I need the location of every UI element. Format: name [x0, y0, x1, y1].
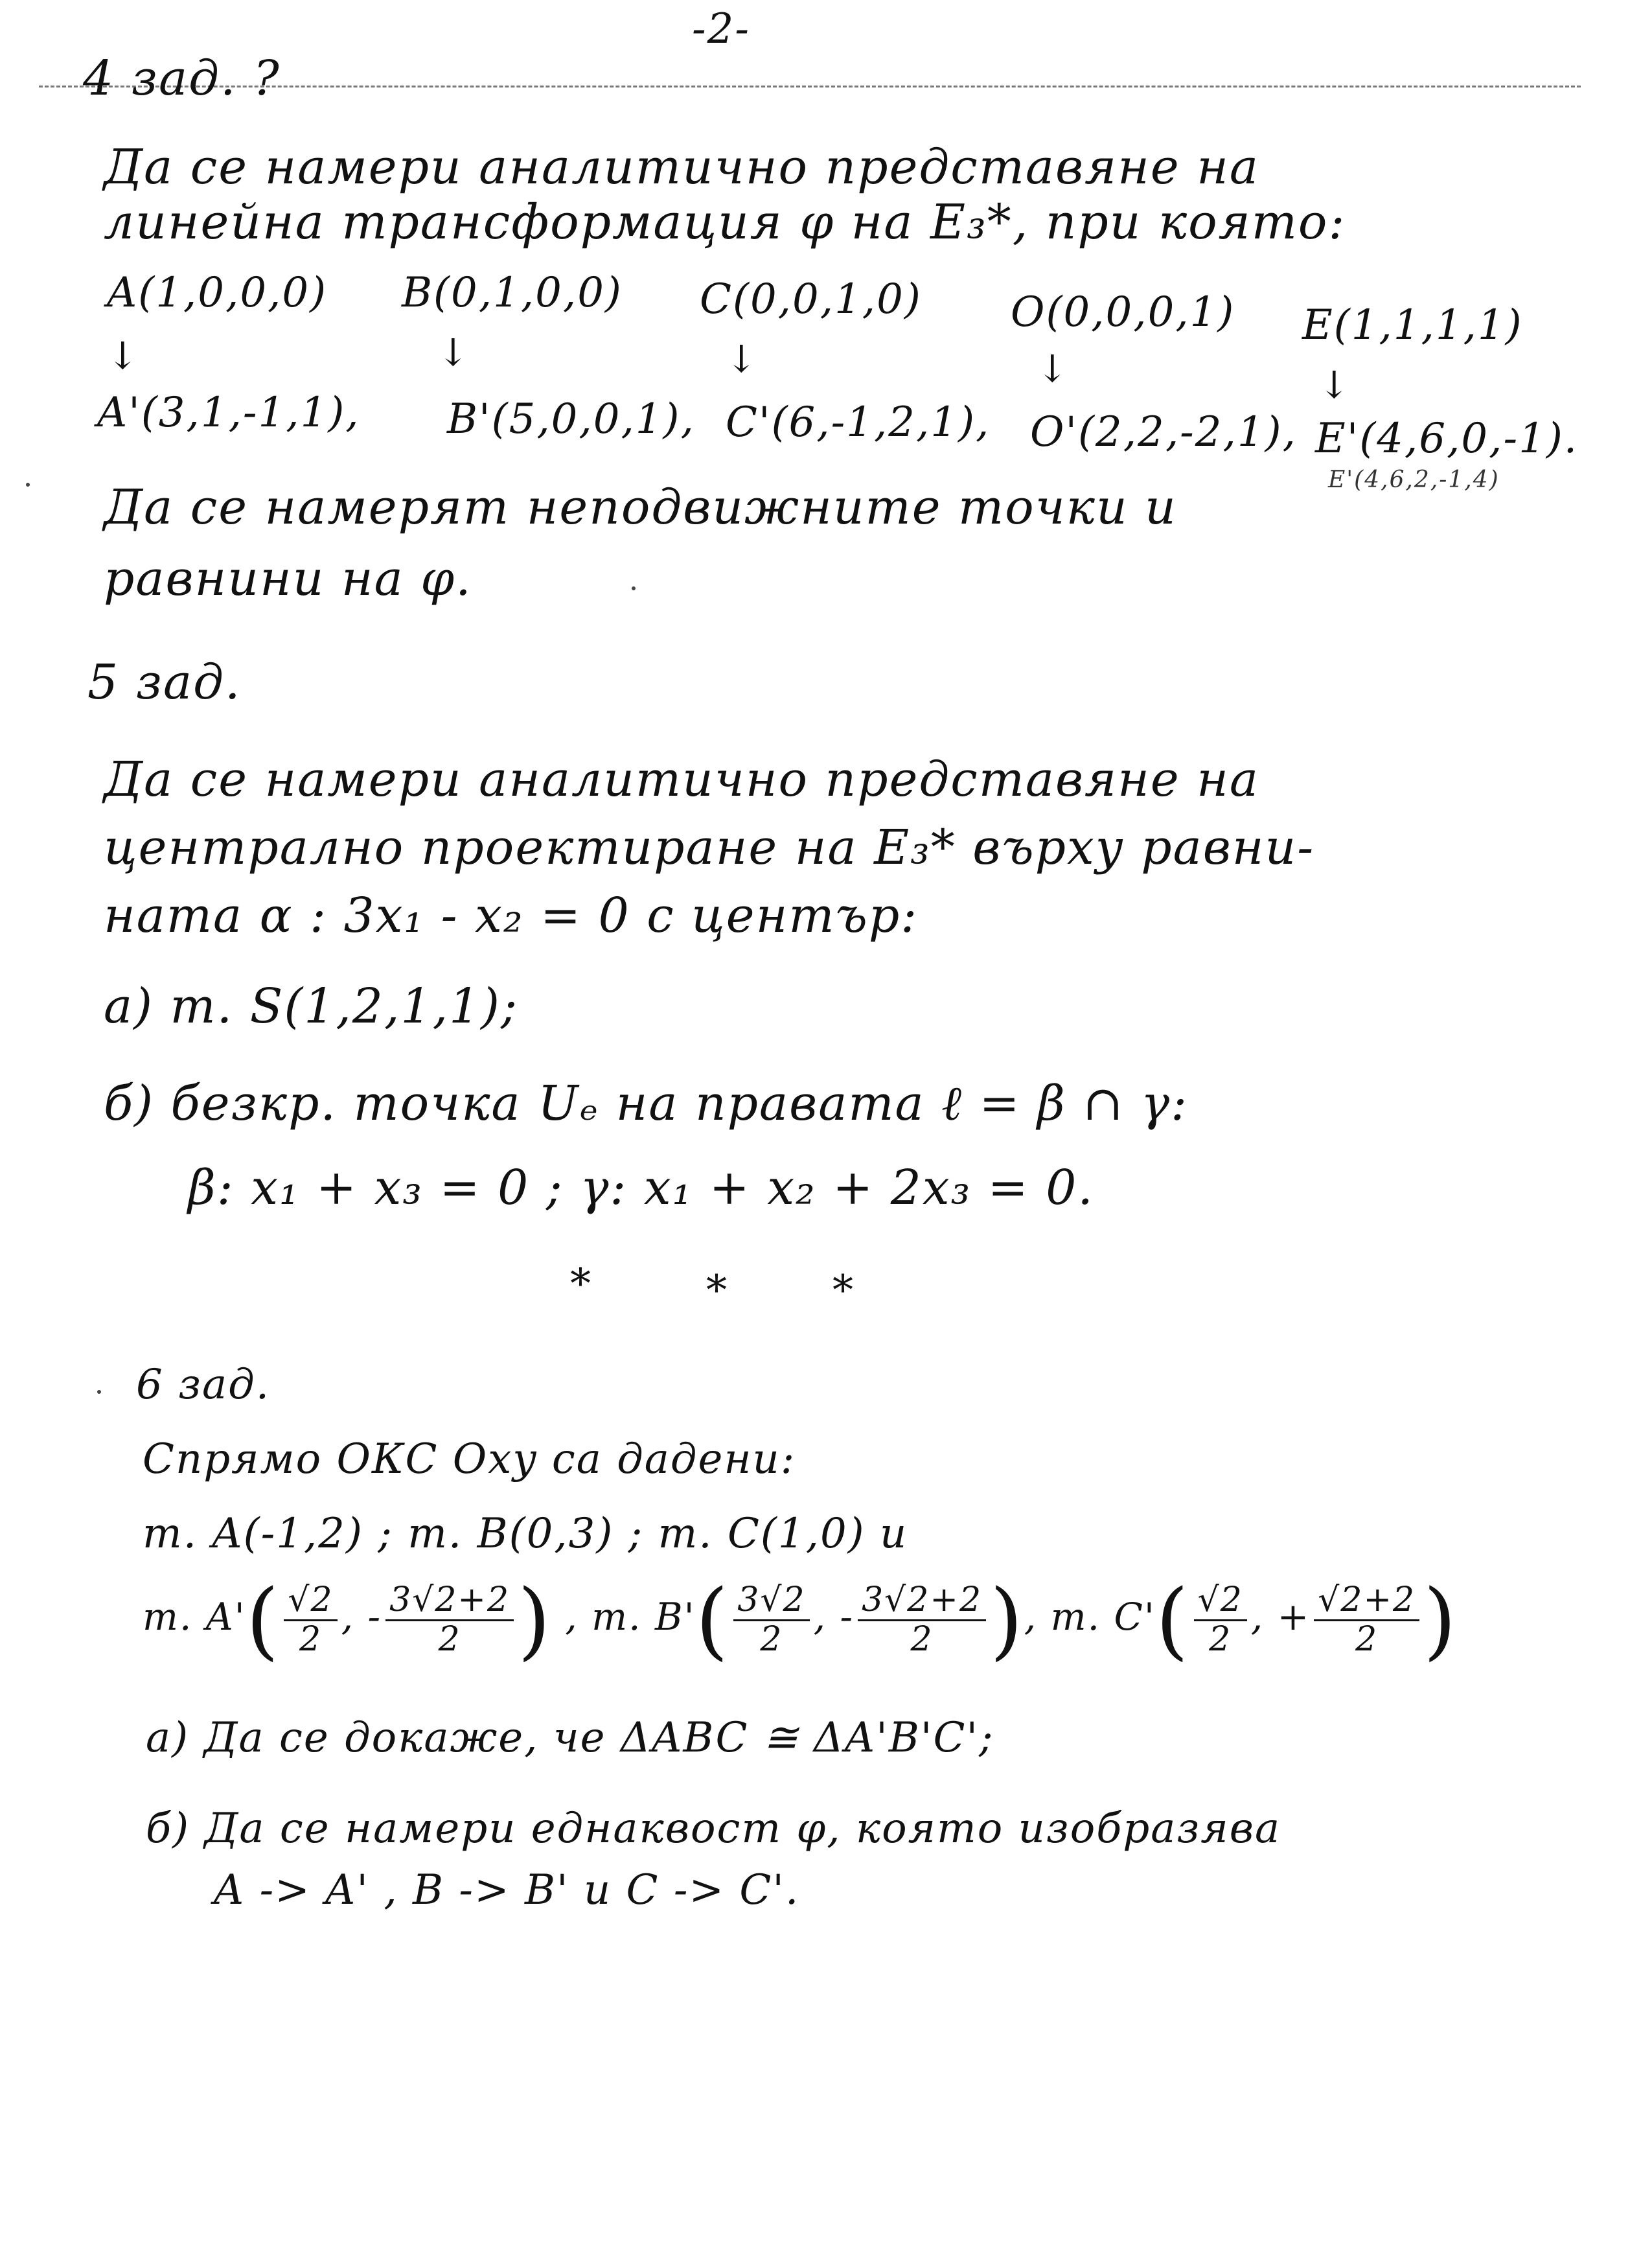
task4-heading: 4 зад. ? [83, 51, 281, 106]
paren-open: ( [246, 1571, 281, 1669]
task4-image-B: B'(5,0,0,1), [447, 395, 695, 443]
task6-heading: 6 зад. [136, 1361, 271, 1409]
task6-line2: т. A(-1,2) ; т. B(0,3) ; т. C(1,0) и [143, 1510, 908, 1558]
task4-arrow-D: ↓ [1037, 347, 1068, 391]
task5-line3: ната α : 3x₁ - x₂ = 0 с център: [104, 888, 919, 943]
task5-item-b-equations: β: x₁ + x₃ = 0 ; γ: x₁ + x₂ + 2x₃ = 0. [188, 1160, 1094, 1216]
page-number: -2- [692, 5, 750, 53]
task5-heading: 5 зад. [87, 654, 242, 710]
scan-speck [26, 483, 30, 487]
task4-point-E: E(1,1,1,1) [1302, 301, 1523, 349]
task5-item-b: б) безкр. точка Uₑ на правата ℓ = β ∩ γ: [104, 1076, 1188, 1131]
task4-line3: Да се намерят неподвижните точки и [104, 480, 1177, 535]
task6-line1: Спрямо ОКС Oxy са дадени: [143, 1435, 796, 1483]
separator-star-2: * [706, 1267, 727, 1315]
task4-correction: E'(4,6,2,-1,4) [1328, 467, 1500, 493]
scan-speck [632, 586, 636, 590]
paren-close: ) [990, 1571, 1024, 1669]
a-prime-y: $\frac{3√2+2}{2}$ [385, 1582, 514, 1658]
paren-close: ) [518, 1571, 552, 1669]
task4-arrow-B: ↓ [437, 330, 469, 375]
task5-line2: централно проектиране на E₃* върху равни- [104, 820, 1315, 875]
task4-image-A: A'(3,1,-1,1), [97, 389, 360, 437]
c-prime-y-sign: + [1277, 1595, 1311, 1639]
c-prime-x: $\frac{√2}{2}$ [1194, 1582, 1247, 1658]
a-prime-x: $\frac{√2}{2}$ [284, 1582, 337, 1658]
paren-open: ( [1155, 1571, 1190, 1669]
c-prime-label: , т. C' [1024, 1595, 1156, 1639]
scan-speck [97, 1390, 101, 1394]
task5-item-a: а) т. S(1,2,1,1); [104, 978, 518, 1034]
task4-line1: Да се намери аналитично представяне на [104, 139, 1259, 195]
paren-close: ) [1423, 1571, 1458, 1669]
separator-star-3: * [832, 1267, 853, 1315]
b-prime-x: $\frac{3√2}{2}$ [733, 1582, 809, 1658]
a-prime-y-sign: - [367, 1595, 382, 1639]
separator-star-1: * [570, 1260, 591, 1308]
task4-arrow-A: ↓ [107, 334, 139, 378]
b-prime-label: , т. B' [565, 1595, 696, 1639]
task4-arrow-E: ↓ [1318, 363, 1350, 407]
task4-image-C: C'(6,-1,2,1), [726, 399, 991, 446]
b-prime-y-sign: - [840, 1595, 855, 1639]
task4-image-E: E'(4,6,0,-1). [1315, 415, 1579, 463]
task4-line2: линейна трансформация φ на E₃*, при която: [104, 194, 1346, 250]
b-prime-y: $\frac{3√2+2}{2}$ [858, 1582, 986, 1658]
task6-item-a: а) Да се докаже, че ΔABC ≅ ΔA'B'C'; [146, 1714, 994, 1762]
task4-point-C: C(0,0,1,0) [700, 275, 922, 323]
task4-point-A: A(1,0,0,0) [107, 269, 328, 317]
task4-point-D: O(0,0,0,1) [1011, 288, 1235, 336]
a-prime-label: т. A' [143, 1595, 246, 1639]
task6-item-b-continued: A -> A' , B -> B' и C -> C'. [214, 1866, 800, 1914]
task4-line4: равнини на φ. [104, 551, 472, 607]
c-prime-y: $\frac{√2+2}{2}$ [1314, 1582, 1419, 1658]
task4-point-B: B(0,1,0,0) [402, 269, 623, 317]
task4-image-D: O'(2,2,-2,1), [1030, 408, 1297, 456]
task6-item-b: б) Да се намери еднаквост φ, която изобразява [146, 1805, 1281, 1853]
task4-arrow-C: ↓ [726, 337, 757, 381]
task6-transformed-points: т. A'( $\frac{√2}{2}$ , - $\frac{3√2+2}{2}$ ) , т. B'( $\frac{3√2}{2}$ , - $\frac{3√2+2}{2}$ ), т. C'( $\frac{√2}{2}$ , + $\frac{√2+2}{2}$ ) [143, 1571, 1458, 1669]
task5-line1: Да се намери аналитично представяне на [104, 752, 1259, 807]
paren-open: ( [695, 1571, 730, 1669]
